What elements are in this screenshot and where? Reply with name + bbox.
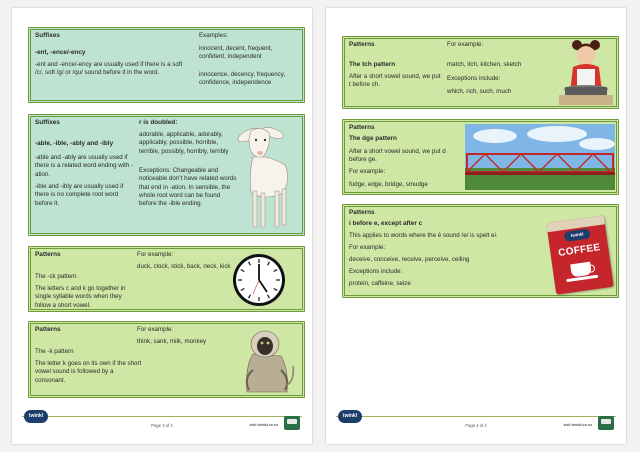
examples-text: match, itch, kitchen, sketch	[447, 61, 522, 68]
coffee-packet-icon	[546, 215, 613, 294]
pattern-title: The dge pattern	[349, 135, 397, 142]
example-label: For example:	[447, 41, 484, 48]
ck-pattern-card	[28, 246, 305, 312]
exceptions-text: protein, caffeine, seize	[349, 280, 411, 287]
pattern-title: The -k pattern	[35, 348, 74, 355]
example-label: For example:	[137, 326, 174, 333]
exceptions-text: Exceptions: Changeable and noticeable don’t have related words that end in -ation. In sensible, the whole root word can be found before the -ible ending.	[139, 167, 237, 208]
pattern-text: The letters c and k go together in single syllable words when they follow a short vowel.	[35, 285, 126, 309]
site-link[interactable]: visit twinkl.co.nz	[563, 423, 592, 427]
clock-icon	[231, 252, 287, 308]
dge-pattern-card	[342, 119, 619, 195]
ie-rule-card	[342, 204, 619, 298]
monkey-icon	[235, 326, 299, 396]
k-pattern-card	[28, 321, 305, 398]
bridge-icon	[465, 124, 615, 190]
examples-2: innocence, decency, frequency, confidence, independence	[199, 71, 286, 87]
example-label: For example:	[349, 168, 386, 175]
woman-cooking-icon	[555, 39, 617, 107]
rule-title: -ent, -ence/-ency	[35, 49, 86, 56]
examples-text: think, sank, milk, monkey	[137, 338, 207, 345]
badge-icon	[598, 416, 614, 430]
suffixes-able-card	[28, 114, 305, 236]
example-label: For example:	[137, 251, 174, 258]
page-3	[12, 8, 312, 444]
suffixes-ent-card	[28, 27, 305, 103]
card-title: Patterns	[35, 326, 61, 333]
page-number: Page 3 of 4	[151, 423, 173, 428]
page-footer	[336, 410, 616, 434]
examples-label: Examples:	[199, 32, 228, 39]
rule-1: -able and -ably are usually used if there is a related word ending with -ation.	[35, 154, 134, 178]
doubled-label: r is doubled:	[139, 119, 178, 126]
rule-text: -ent and -ence/-ency are usually used if there is a soft /c/, soft /g/ or /qu/ sound before it in the word.	[35, 61, 183, 77]
twinkl-logo-icon: twinkl	[24, 410, 48, 423]
page-footer	[22, 410, 302, 434]
card-title: Patterns	[349, 41, 375, 48]
site-link[interactable]: visit twinkl.co.nz	[249, 423, 278, 427]
badge-icon	[284, 416, 300, 430]
coffee-label: COFFEE	[557, 242, 602, 259]
twinkl-logo-icon: twinkl	[338, 410, 362, 423]
exceptions-text: which, rich, such, much	[447, 88, 512, 95]
examples-text: duck, clock, stick, back, neck, kick	[137, 263, 231, 270]
example-label: For example:	[349, 244, 386, 251]
tch-pattern-card	[342, 36, 619, 109]
card-title: Patterns	[349, 124, 375, 131]
lamb-icon	[235, 123, 297, 231]
pattern-text: After a short vowel sound, we put t before ch.	[349, 73, 441, 89]
card-title: Suffixes	[35, 119, 60, 126]
pattern-text: After a short vowel sound, we put d before ge.	[349, 148, 446, 164]
card-title: Patterns	[349, 209, 375, 216]
examples-1: innocent, decent, frequent, confident, independent	[199, 45, 273, 61]
page-number: Page 4 of 4	[465, 423, 487, 428]
card-title: Suffixes	[35, 32, 60, 39]
examples-text: fudge, edge, bridge, smudge	[349, 181, 428, 188]
coffee-brand-logo: twinkl	[564, 228, 591, 242]
rule-text: This applies to words where the ē sound /e/ is spelt ei.	[349, 232, 498, 239]
pattern-title: The tch pattern	[349, 61, 396, 68]
pattern-title: The -ck pattern	[35, 273, 77, 280]
rule-2: -ible and -ibly are usually used if there is no complete root word before it.	[35, 183, 124, 207]
rule-title: i before e, except after c	[349, 220, 423, 227]
card-title: Patterns	[35, 251, 61, 258]
rule-title: -able, -ible, -ably and -ibly	[35, 140, 114, 147]
page-4	[326, 8, 626, 444]
exceptions-label: Exceptions include:	[349, 268, 403, 275]
doubled-examples: adorable, applicable, adorably, applicably, possible, horrible, terrible, possibly, horribly, terribly	[139, 131, 229, 155]
pattern-text: The letter k goes on its own if the short vowel sound is followed by a consonant.	[35, 360, 142, 384]
examples-text: deceive, conceive, receive, perceive, ceiling	[349, 256, 470, 263]
exceptions-label: Exceptions include:	[447, 75, 501, 82]
